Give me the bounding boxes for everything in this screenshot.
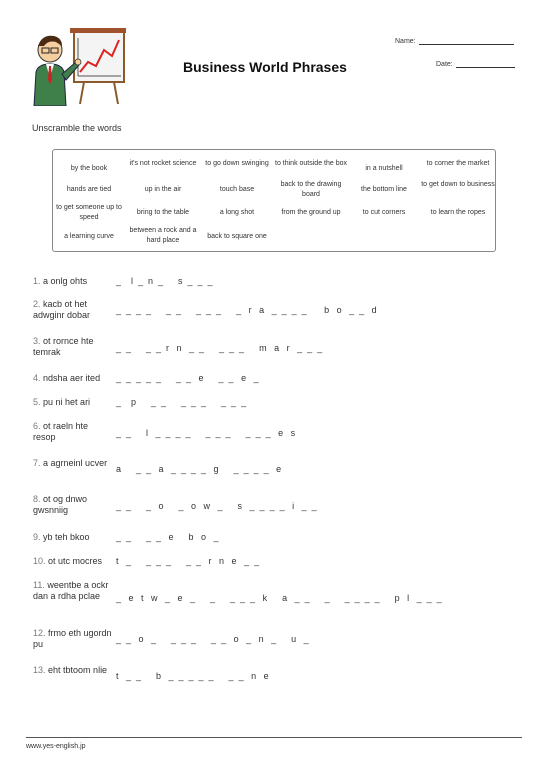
answer-hint-4[interactable]: _ _ _ _ _ _ _ e _ _ e _: [116, 373, 259, 383]
footer-url: www.yes-english.jp: [26, 743, 86, 750]
question-13: 13. eht tbtoom nlie: [33, 665, 108, 675]
word-bank-item: to go down swinging: [205, 160, 269, 167]
word-bank-item: by the book: [70, 165, 108, 172]
question-7: 7. a agrneinl ucver: [33, 458, 108, 468]
word-bank-item: from the ground up: [281, 209, 341, 216]
word-bank: [52, 149, 496, 252]
answer-hint-12[interactable]: _ _ o _ _ _ _ _ _ o _ n _ u _: [116, 634, 309, 644]
word-bank-item: back to the drawing board: [280, 181, 342, 198]
answer-hint-10[interactable]: t _ _ _ _ _ _ r n e _ _: [116, 556, 260, 566]
date-field[interactable]: [436, 61, 515, 68]
question-10: 10. ot utc mocres: [33, 556, 103, 566]
word-bank-item: touch base: [219, 186, 255, 193]
question-4: 4. ndsha aer ited: [33, 373, 101, 383]
answer-hint-2[interactable]: _ _ _ _ _ _ _ _ _ _ r a _ _ _ _ b o _ _ d: [116, 305, 377, 315]
word-bank-item: hands are tied: [66, 186, 112, 193]
word-bank-item: to learn the ropes: [430, 209, 486, 216]
answer-hint-13[interactable]: t _ _ b _ _ _ _ _ _ _ n e: [116, 671, 269, 681]
answer-hint-3[interactable]: _ _ _ _ r n _ _ _ _ _ m a r _ _ _: [116, 343, 323, 353]
word-bank-item: it's not rocket science: [129, 160, 197, 167]
question-5: 5. pu ni het ari: [33, 397, 91, 407]
answer-hint-11[interactable]: _ e t w _ e _ _ _ _ _ k a _ _ _ _ _ _ _ p l _ _ _: [116, 593, 442, 603]
question-3: 3. ot rornce hte temrak: [33, 336, 94, 357]
answer-hint-5[interactable]: _ p _ _ _ _ _ _ _ _: [116, 397, 247, 407]
word-bank-item: a long shot: [219, 209, 255, 216]
answer-hint-6[interactable]: _ _ l _ _ _ _ _ _ _ _ _ _ e s: [116, 428, 296, 438]
answer-hint-7[interactable]: a _ _ a _ _ _ _ g _ _ _ _ e: [116, 464, 282, 474]
answer-hint-8[interactable]: _ _ _ o _ o w _ s _ _ _ _ i _ _: [116, 501, 317, 511]
name-label: Name:: [395, 38, 416, 45]
footer-divider: [26, 737, 522, 738]
answer-hint-1[interactable]: _ l _ n _ s _ _ _: [116, 276, 213, 286]
word-bank-item: a learning curve: [64, 233, 114, 240]
word-bank-item: the bottom line: [361, 186, 407, 193]
question-2: 2. kacb ot het adwginr dobar: [33, 299, 91, 320]
word-bank-item: in a nutshell: [365, 165, 403, 172]
question-12: 12. frmo eth ugordn pu: [33, 628, 112, 649]
word-bank-item: between a rock and a hard place: [129, 227, 197, 244]
word-bank-item: to corner the market: [426, 160, 490, 167]
question-11: 11. weentbe a ockr dan a rdha pclae: [33, 580, 109, 601]
word-bank-item: to think outside the box: [275, 160, 347, 167]
question-6: 6. ot raeln hte resop: [33, 421, 89, 442]
businessman-chart-illustration: [26, 28, 126, 106]
question-1: 1. a onlg ohts: [33, 276, 88, 286]
word-bank-item: back to square one: [207, 233, 267, 240]
question-8: 8. ot og dnwo gwsnniig: [33, 494, 88, 515]
date-label: Date:: [436, 61, 453, 68]
page-title: Business World Phrases: [183, 59, 347, 75]
word-bank-item: to get someone up to speed: [56, 204, 122, 221]
word-bank-item: to cut corners: [362, 209, 406, 216]
name-field[interactable]: [395, 38, 514, 45]
word-bank-item: up in the air: [144, 186, 182, 193]
word-bank-item: to get down to business: [421, 181, 495, 188]
word-bank-item: bring to the table: [136, 209, 190, 216]
instructions: Unscramble the words: [32, 123, 122, 133]
question-9: 9. yb teh bkoo: [33, 532, 90, 542]
answer-hint-9[interactable]: _ _ _ _ e b o _: [116, 532, 219, 542]
